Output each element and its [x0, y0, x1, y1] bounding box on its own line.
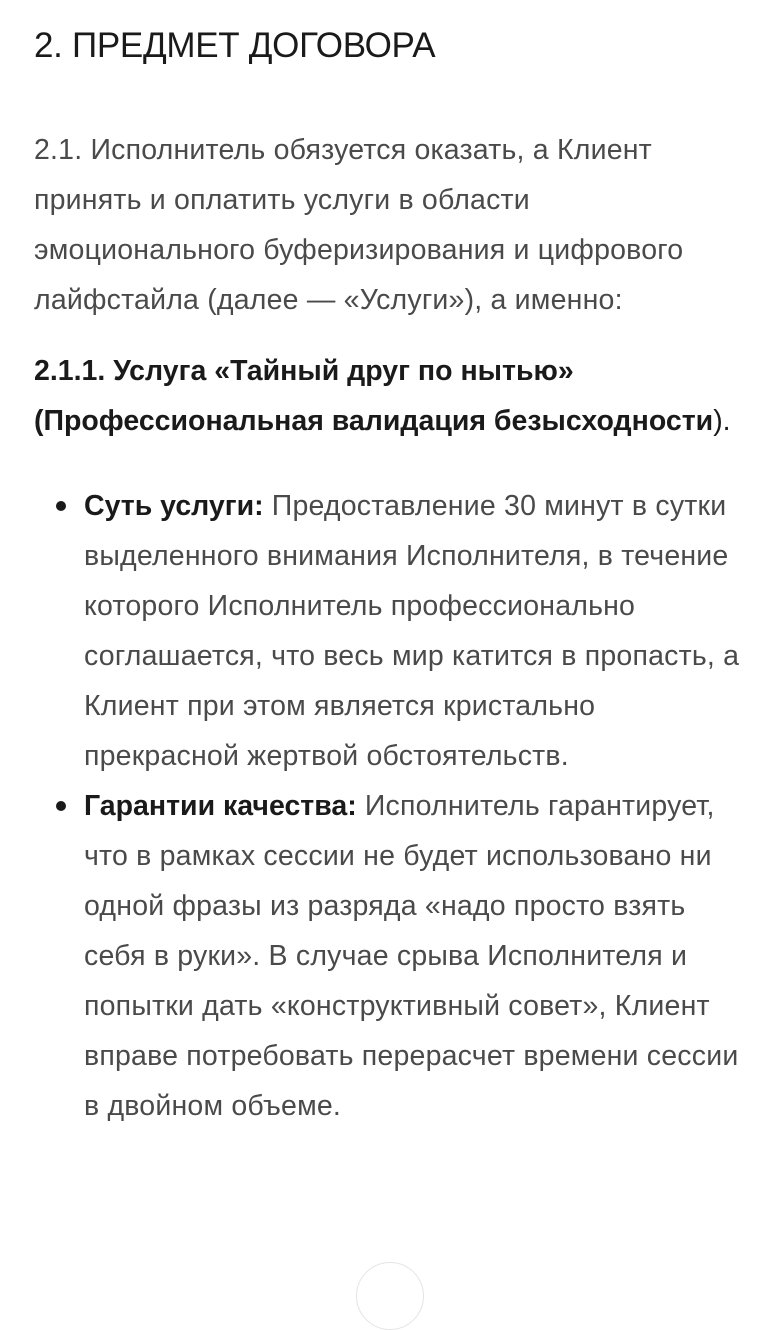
- list-item-text: Предоставление 30 минут в сутки выделенного внимания Исполнителя, в течение которого Исполнитель профессионально соглашается, что весь мир катится в пропасть, а Клиент при этом является кристально прекрасной жертвой обстоятельств.: [84, 490, 740, 772]
- list-item-label: Суть услуги:: [84, 490, 264, 522]
- list-item-text: Исполнитель гарантирует, что в рамках сессии не будет использовано ни одной фразы из разряда «надо просто взять себя в руки». В случае срыва Исполнителя и попытки дать «конструктивный совет», Клиент вправе потребовать перерасчет времени сессии в двойном объеме.: [84, 790, 739, 1122]
- service-details-list: [34, 481, 754, 1131]
- clause-2-1-text: 2.1. Исполнитель обязуется оказать, а Клиент принять и оплатить услуги в области эмоционального буферизирования и цифрового лайфстайла (далее — «Услуги»), а именно:: [34, 134, 684, 316]
- list-item-label: Гарантии качества:: [84, 790, 357, 822]
- list-item-quality-guarantees: [34, 781, 754, 1131]
- list-item-service-essence: [34, 481, 754, 781]
- bullet-dot-icon: [56, 501, 66, 511]
- bullet-dot-icon: [56, 801, 66, 811]
- scroll-to-bottom-button[interactable]: [356, 1262, 424, 1330]
- clause-2-1-1-heading: [34, 346, 754, 446]
- clause-2-1-1-heading-tail: ).: [713, 405, 731, 437]
- clause-2-1-1-heading-text: 2.1.1. Услуга «Тайный друг по нытью» (Профессиональная валидация безысходности: [34, 355, 714, 437]
- section-title: 2. ПРЕДМЕТ ДОГОВОРА: [34, 26, 436, 65]
- contract-document: [34, 0, 754, 1131]
